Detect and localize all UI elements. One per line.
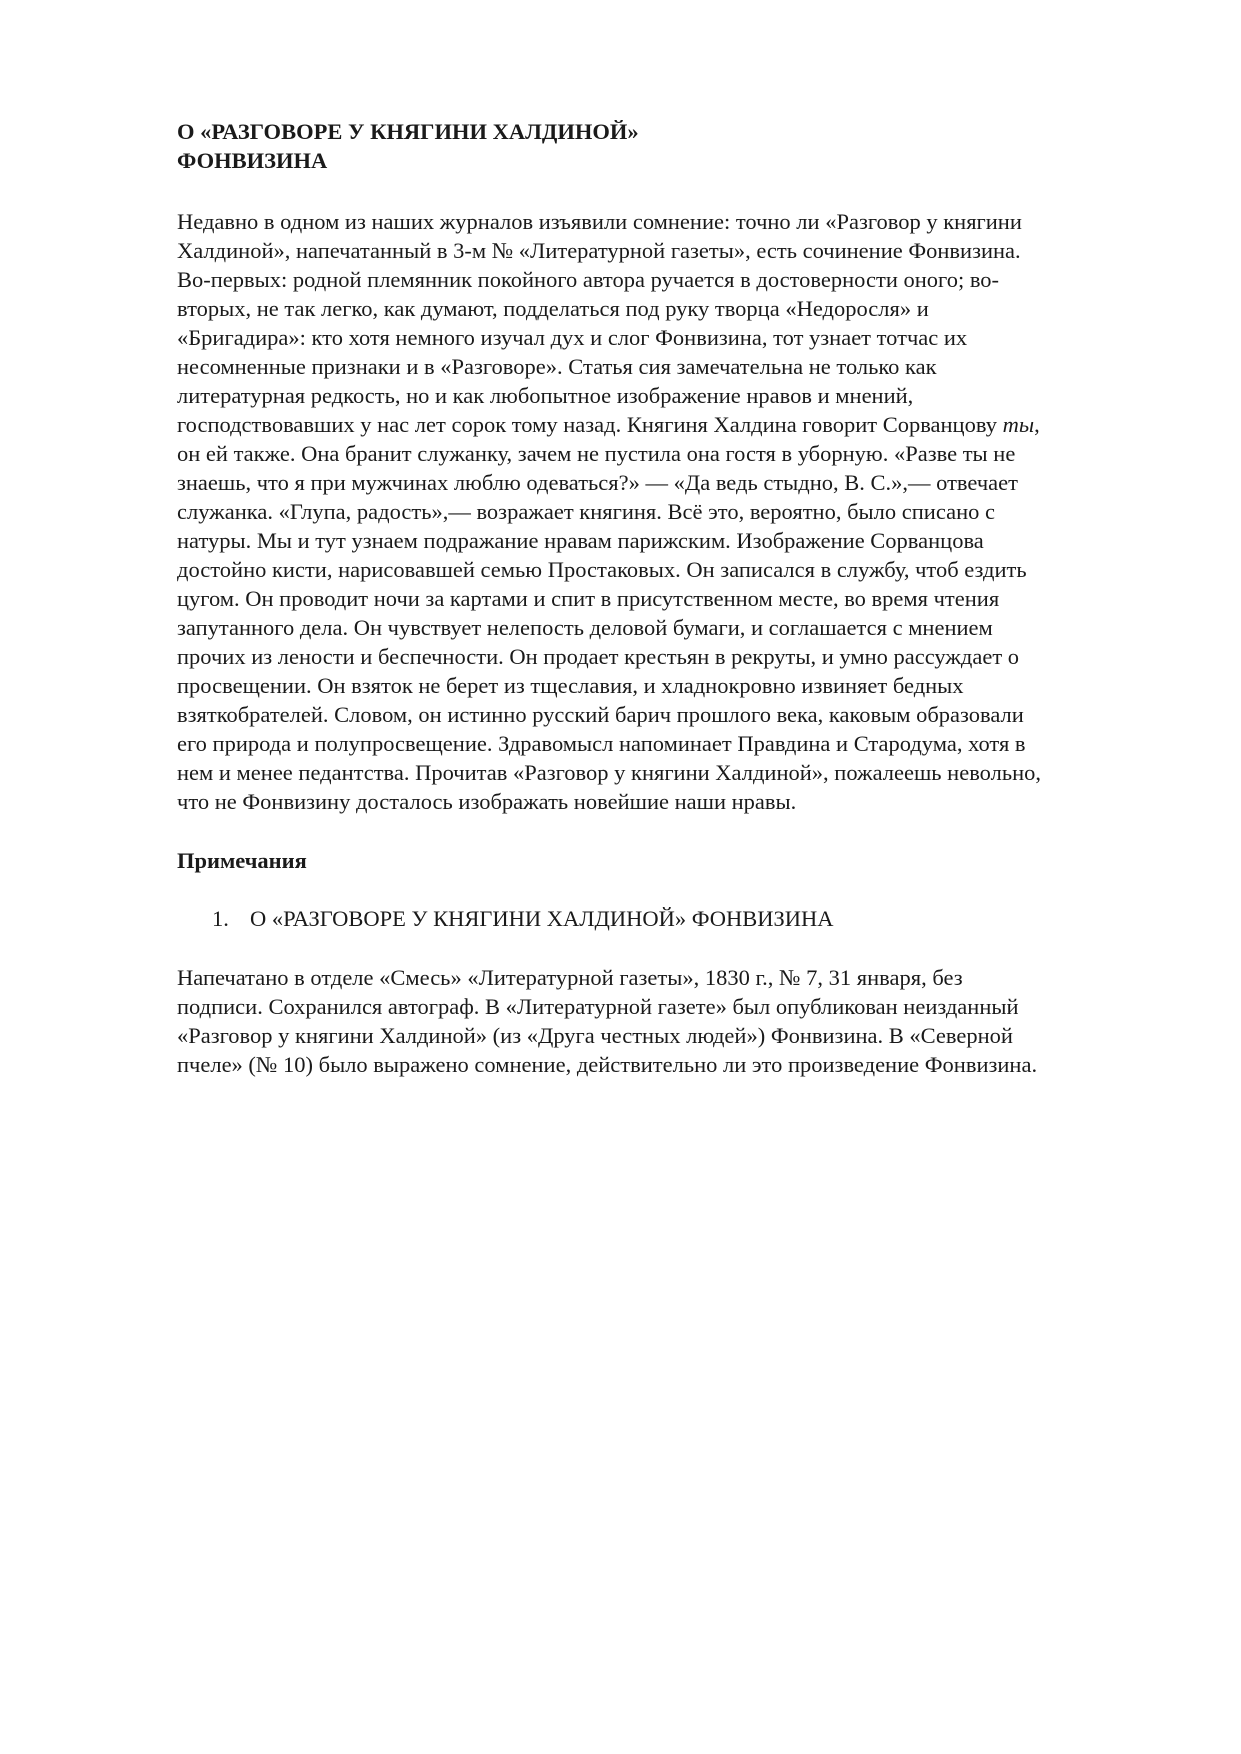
body-line: взяткобрателей. Словом, он истинно русский барич прошлого века, каковым образовали: [177, 702, 1024, 727]
article-title-line-2: ФОНВИЗИНА: [177, 148, 328, 173]
body-line: Халдиной», напечатанный в 3-м № «Литературной газеты», есть сочинение Фонвизина.: [177, 238, 1021, 263]
body-line: достойно кисти, нарисовавшей семью Простаковых. Он записался в службу, чтоб ездить: [177, 557, 1027, 582]
notes-list-item: [177, 904, 1147, 933]
body-line: его природа и полупросвещение. Здравомысл напоминает Правдина и Стародума, хотя в: [177, 731, 1026, 756]
body-line: Во-первых: родной племянник покойного автора ручается в достоверности оного; во-: [177, 267, 1000, 292]
body-line: служанка. «Глупа, радость»,— возражает княгиня. Всё это, вероятно, было списано с: [177, 499, 995, 524]
note-line: Напечатано в отделе «Смесь» «Литературной газеты», 1830 г., № 7, 31 января, без: [177, 965, 963, 990]
body-line: прочих из лености и беспечности. Он продает крестьян в рекруты, и умно рассуждает о: [177, 644, 1020, 669]
note-line: «Разговор у княгини Халдиной» (из «Друга честных людей») Фонвизина. В «Северной: [177, 1023, 1013, 1048]
body-line: «Бригадира»: кто хотя немного изучал дух и слог Фонвизина, тот узнает тотчас их: [177, 325, 968, 350]
article-body: [177, 207, 1147, 816]
note-line: подписи. Сохранился автограф. В «Литературной газете» был опубликован неизданный: [177, 994, 1019, 1019]
notes-item-text: О «РАЗГОВОРЕ У КНЯГИНИ ХАЛДИНОЙ» ФОНВИЗИНА: [250, 906, 834, 931]
body-line: несомненные признаки и в «Разговоре». Статья сия замечательна не только как: [177, 354, 937, 379]
notes-heading: Примечания: [177, 848, 307, 873]
body-line: цугом. Он проводит ночи за картами и спит в присутственном месте, во время чтения: [177, 586, 1000, 611]
body-line: литературная редкость, но и как любопытное изображение нравов и мнений,: [177, 383, 914, 408]
italic-tail: ,: [1034, 412, 1040, 437]
notes-list: [177, 904, 1147, 933]
body-line: нем и менее педантства. Прочитав «Разговор у княгини Халдиной», пожалеешь невольно,: [177, 760, 1042, 785]
body-line-main: господствовавших у нас лет сорок тому назад. Княгиня Халдина говорит Сорванцову: [177, 412, 1003, 437]
note-line: пчеле» (№ 10) было выражено сомнение, действительно ли это произведение Фонвизина.: [177, 1052, 1038, 1077]
body-line: что не Фонвизину досталось изображать новейшие наши нравы.: [177, 789, 797, 814]
article-title-line-1: О «РАЗГОВОРЕ У КНЯГИНИ ХАЛДИНОЙ»: [177, 119, 639, 144]
body-line: просвещении. Он взяток не берет из тщеславия, и хладнокровно извиняет бедных: [177, 673, 964, 698]
document-page: [177, 117, 1147, 1079]
body-line: Недавно в одном из наших журналов изъявили сомнение: точно ли «Разговор у княгини: [177, 209, 1022, 234]
body-line-with-italic: [177, 410, 1147, 439]
notes-item-number: 1.: [212, 906, 229, 931]
body-line: знаешь, что я при мужчинах люблю одеваться?» — «Да ведь стыдно, В. С.»,— отвечает: [177, 470, 1018, 495]
article-title: [177, 117, 1147, 175]
note-text: [177, 963, 1147, 1079]
italic-word: ты: [1002, 412, 1035, 437]
body-line: вторых, не так легко, как думают, подделаться под руку творца «Недоросля» и: [177, 296, 929, 321]
body-line: он ей также. Она бранит служанку, зачем не пустила она гостя в уборную. «Разве ты не: [177, 441, 1016, 466]
body-line: запутанного дела. Он чувствует нелепость деловой бумаги, и соглашается с мнением: [177, 615, 993, 640]
body-line: натуры. Мы и тут узнаем подражание нравам парижским. Изображение Сорванцова: [177, 528, 984, 553]
